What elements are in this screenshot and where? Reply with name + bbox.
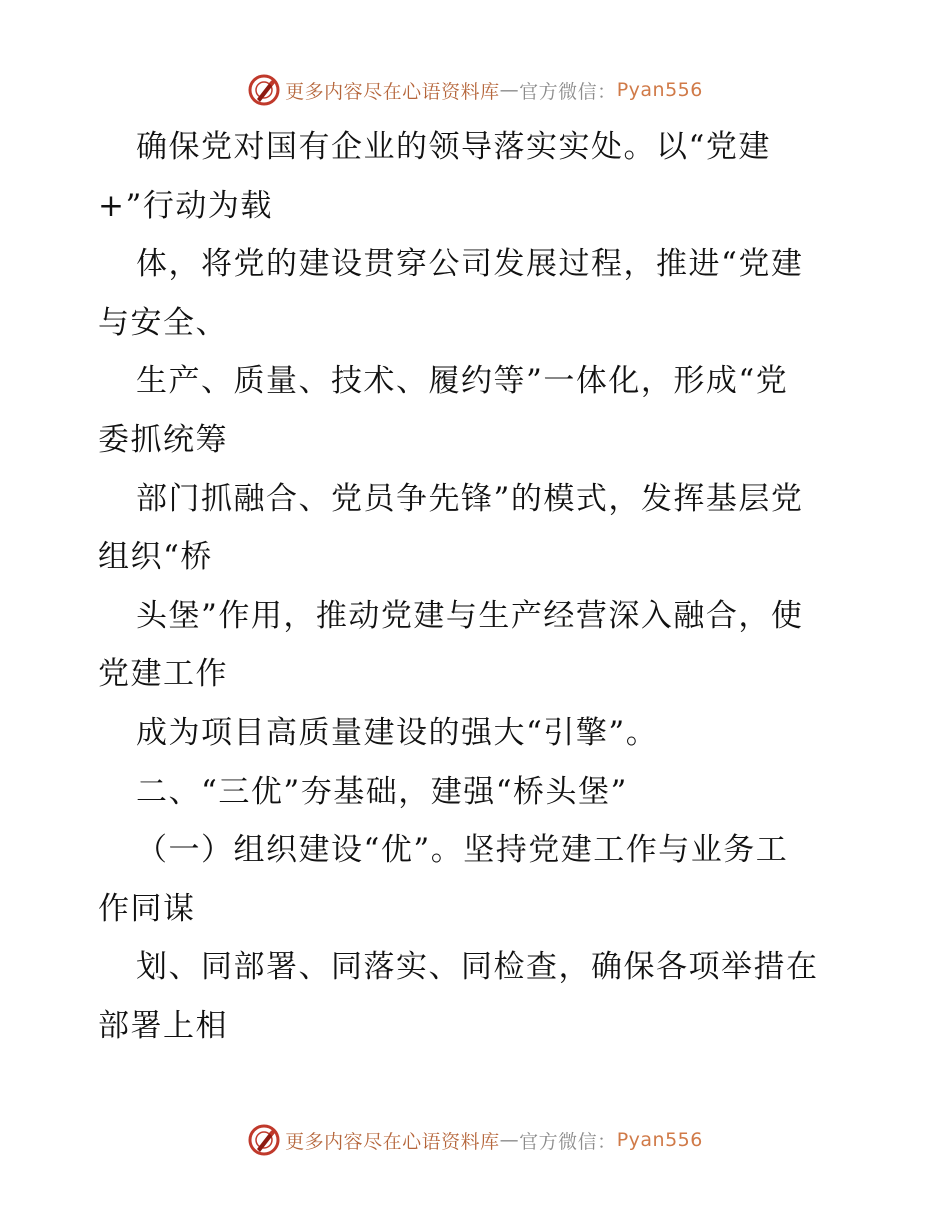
body-line: 部门抓融合、党员争先锋”的模式，发挥基层党 bbox=[136, 480, 804, 517]
body-line: 作同谋 bbox=[98, 890, 196, 927]
watermark-label: 官方微信： bbox=[519, 80, 617, 103]
body-line: （一）组织建设“优”。坚持党建工作与业务工 bbox=[136, 832, 789, 869]
watermark-site-text: 更多内容尽在心语资料库 bbox=[285, 1130, 500, 1153]
watermark-site-text: 更多内容尽在心语资料库 bbox=[285, 80, 500, 103]
watermark-wechat-id: Pyan556 bbox=[616, 79, 703, 101]
body-line: 与安全、 bbox=[98, 304, 228, 341]
document-body bbox=[98, 118, 858, 1056]
watermark-label: 官方微信： bbox=[519, 1130, 617, 1153]
pen-logo-icon bbox=[247, 73, 281, 107]
body-line: 部署上相 bbox=[98, 1007, 228, 1044]
body-line: 划、同部署、同落实、同检查，确保各项举措在 bbox=[136, 949, 819, 986]
body-line: 确保党对国有企业的领导落实实处。以“党建 bbox=[136, 129, 771, 165]
body-line: 体，将党的建设贯穿公司发展过程，推进“党建 bbox=[136, 246, 804, 283]
pen-logo-icon bbox=[247, 1123, 281, 1157]
body-line: 党建工作 bbox=[98, 656, 228, 693]
header-watermark bbox=[0, 70, 950, 110]
watermark-dash: — bbox=[499, 79, 520, 101]
body-line: 委抓统筹 bbox=[98, 421, 228, 458]
footer-watermark bbox=[0, 1120, 950, 1160]
watermark-dash: — bbox=[499, 1129, 520, 1151]
body-line: +”行动为载 bbox=[98, 187, 273, 224]
watermark-wechat-id: Pyan556 bbox=[616, 1129, 703, 1151]
body-line: 生产、质量、技术、履约等”一体化，形成“党 bbox=[136, 363, 789, 400]
section-heading: 二、“三优”夯基础，建强“桥头堡” bbox=[136, 773, 628, 810]
body-line: 组织“桥 bbox=[98, 539, 213, 576]
body-line: 成为项目高质量建设的强大“引擎”。 bbox=[136, 714, 659, 751]
body-line: 头堡”作用，推动党建与生产经营深入融合，使 bbox=[136, 597, 804, 634]
